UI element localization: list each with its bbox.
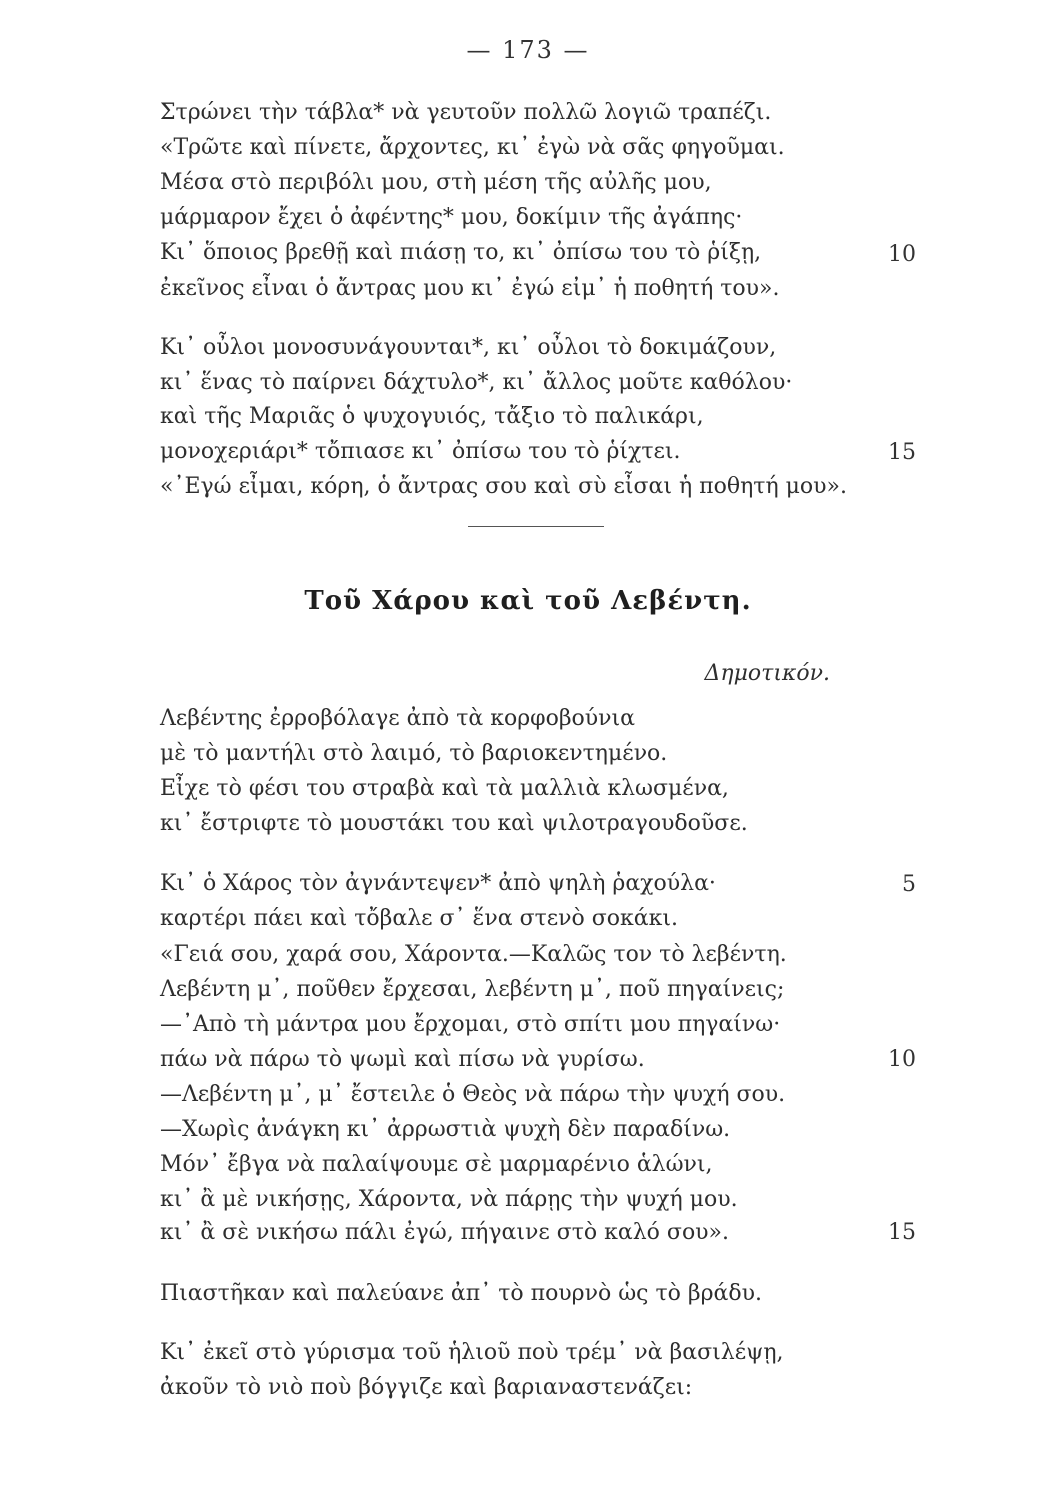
poem-subtitle: Δημοτικόν. — [704, 661, 830, 686]
verse-line: Λεβέντης ἐρροβόλαγε ἀπὸ τὰ κορφοβούνια — [160, 706, 636, 731]
verse-line: Κι᾿ ὅποιος βρεθῇ καὶ πιάσῃ το, κι᾿ ὀπίσω του τὸ ῥίξῃ, — [160, 240, 762, 265]
verse-line: «Τρῶτε καὶ πίνετε, ἄρχοντες, κι᾿ ἐγὼ νὰ σᾶς φηγοῦμαι. — [160, 135, 785, 160]
verse-line: μάρμαρον ἔχει ὁ ἀφέντης* μου, δοκίμιν τῆς ἀγάπης· — [160, 205, 743, 230]
line-number: 5 — [902, 872, 916, 897]
verse-line: Λεβέντη μ᾿, ποῦθεν ἔρχεσαι, λεβέντη μ᾿, ποῦ πηγαίνεις; — [160, 977, 785, 1002]
verse-line: μονοχεριάρι* τὄπιασε κι᾿ ὀπίσω του τὸ ῥίχτει. — [160, 439, 681, 464]
verse-line: Κι᾿ οὖλοι μονοσυνάγουνται*, κι᾿ οὖλοι τὸ δοκιμάζουν, — [160, 335, 777, 360]
verse-line: Εἶχε τὸ φέσι του στραβὰ καὶ τὰ μαλλιὰ κλωσμένα, — [160, 776, 729, 801]
verse-line: —᾿Απὸ τὴ μάντρα μου ἔρχομαι, στὸ σπίτι μου πηγαίνω· — [160, 1012, 781, 1037]
verse-line: κι᾿ ἂ μὲ νικήσῃς, Χάροντα, νὰ πάρῃς τὴν ψυχή μου. — [160, 1187, 738, 1212]
verse-line: Μόν᾿ ἔβγα νὰ παλαίψουμε σὲ μαρμαρένιο ἁλώνι, — [160, 1152, 713, 1177]
verse-line: —Λεβέντη μ᾿, μ᾿ ἔστειλε ὁ Θεὸς νὰ πάρω τὴν ψυχή σου. — [160, 1082, 786, 1107]
verse-line: πάω νὰ πάρω τὸ ψωμὶ καὶ πίσω νὰ γυρίσω. — [160, 1047, 645, 1072]
section-divider — [468, 526, 604, 527]
verse-line: καρτέρι πάει καὶ τὄβαλε σ᾿ ἕνα στενὸ σοκάκι. — [160, 906, 679, 931]
poem-title: Τοῦ Χάρου καὶ τοῦ Λεβέντη. — [304, 586, 752, 616]
verse-line: «Γειά σου, χαρά σου, Χάροντα.—Καλῶς τον τὸ λεβέντη. — [160, 942, 787, 967]
page-number: — 173 — — [466, 36, 590, 64]
line-number: 15 — [888, 1220, 916, 1245]
verse-line: Πιαστῆκαν καὶ παλεύανε ἀπ᾿ τὸ πουρνὸ ὡς τὸ βράδυ. — [160, 1281, 763, 1306]
verse-line: ἐκεῖνος εἶναι ὁ ἄντρας μου κι᾿ ἐγώ εἰμ᾿ ἡ ποθητή του». — [160, 276, 780, 301]
verse-line: Κι᾿ ἐκεῖ στὸ γύρισμα τοῦ ἡλιοῦ ποὺ τρέμ᾿ νὰ βασιλέψῃ, — [160, 1340, 784, 1365]
verse-line: κι᾿ ἕνας τὸ παίρνει δάχτυλο*, κι᾿ ἄλλος μοῦτε καθόλου· — [160, 370, 793, 395]
verse-line: Στρώνει τὴν τάβλα* νὰ γευτοῦν πολλῶ λογιῶ τραπέζι. — [160, 100, 772, 125]
line-number: 10 — [888, 1047, 916, 1072]
line-number: 10 — [888, 242, 916, 267]
verse-line: κι᾿ ἂ σὲ νικήσω πάλι ἐγώ, πήγαινε στὸ καλό σου». — [160, 1220, 730, 1245]
verse-line: «᾿Εγώ εἶμαι, κόρη, ὁ ἄντρας σου καὶ σὺ εἶσαι ἡ ποθητή μου». — [160, 474, 848, 499]
verse-line: ἀκοῦν τὸ νιὸ ποὺ βόγγιζε καὶ βαριαναστενάζει: — [160, 1375, 693, 1400]
verse-line: κι᾿ ἔστριφτε τὸ μουστάκι του καὶ ψιλοτραγουδοῦσε. — [160, 811, 748, 836]
verse-line: μὲ τὸ μαντήλι στὸ λαιμό, τὸ βαριοκεντημένο. — [160, 741, 668, 766]
verse-line: καὶ τῆς Μαριᾶς ὁ ψυχογυιός, τἄξιο τὸ παλικάρι, — [160, 404, 704, 429]
verse-line: —Χωρὶς ἀνάγκη κι᾿ ἀρρωστιὰ ψυχὴ δὲν παραδίνω. — [160, 1117, 731, 1142]
verse-line: Κι᾿ ὁ Χάρος τὸν ἀγνάντεψεν* ἀπὸ ψηλὴ ῥαχούλα· — [160, 871, 716, 896]
line-number: 15 — [888, 440, 916, 465]
verse-line: Μέσα στὸ περιβόλι μου, στὴ μέση τῆς αὐλῆς μου, — [160, 170, 712, 195]
